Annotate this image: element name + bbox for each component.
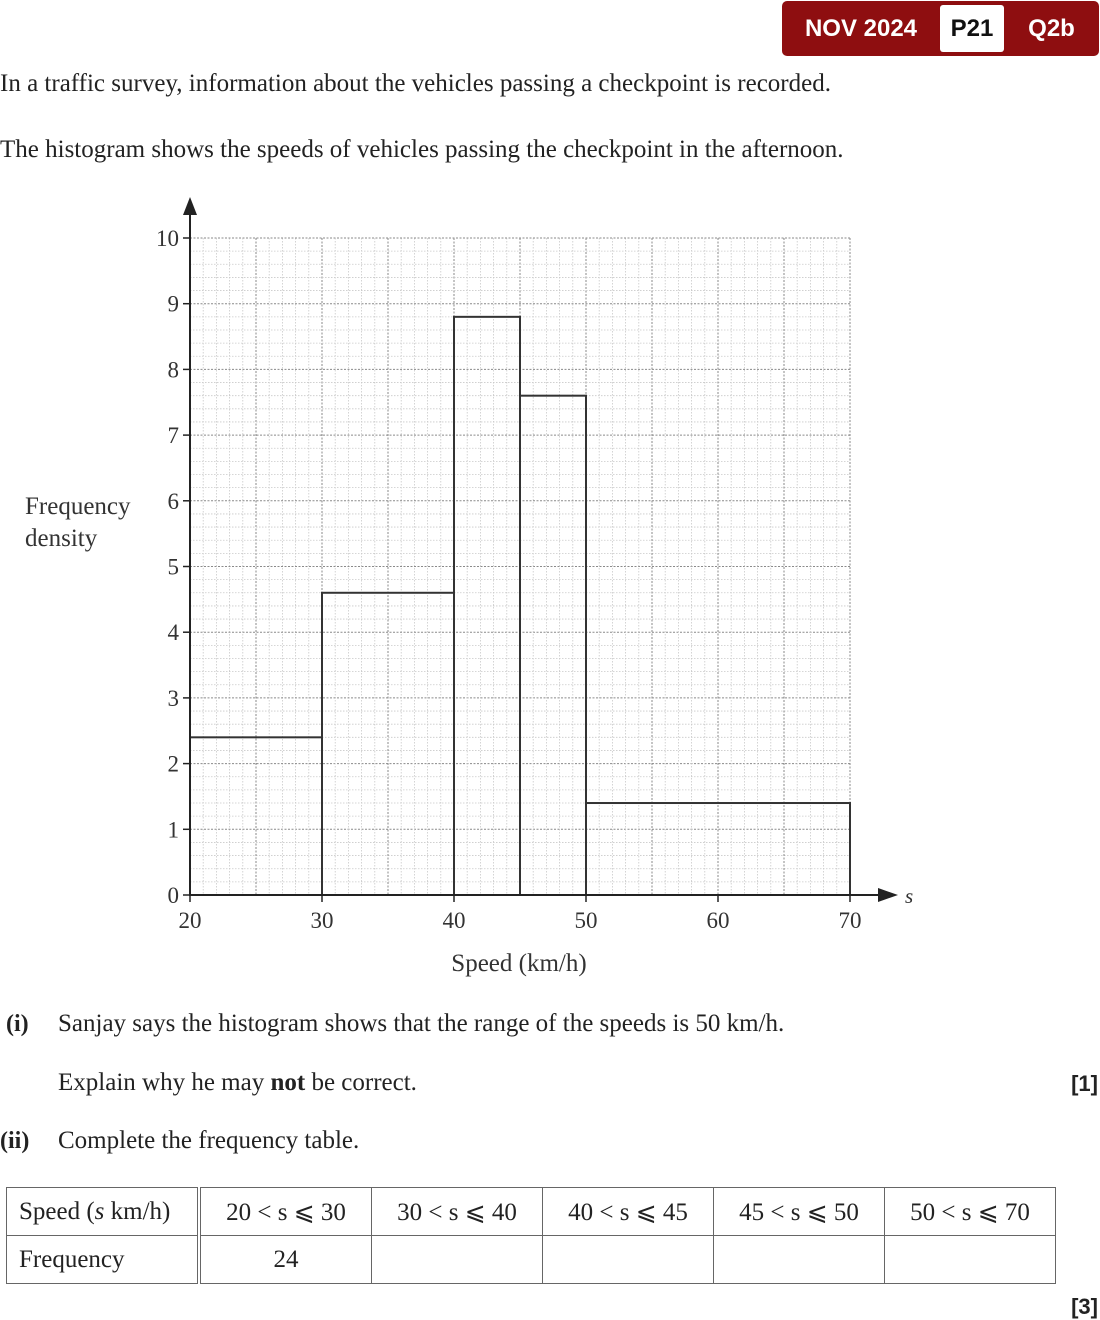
frequency-cell[interactable] <box>885 1236 1056 1284</box>
part-i-marks: [1] <box>1071 1071 1098 1096</box>
table-row-speed <box>7 1188 1056 1236</box>
x-axis-arrow-icon <box>878 888 898 902</box>
part-ii-marks: [3] <box>1071 1294 1098 1319</box>
y-tick-label: 10 <box>156 226 179 251</box>
x-tick-label: 40 <box>442 908 466 933</box>
frequency-header: Frequency <box>7 1236 200 1284</box>
interval-cell: 20 < s ⩽ 30 <box>199 1188 372 1236</box>
part-ii-text: Complete the frequency table. <box>58 1127 360 1154</box>
chart-labels <box>25 226 913 977</box>
x-tick-label: 30 <box>310 908 334 933</box>
part-i-label: (i) <box>6 1011 29 1037</box>
explain-pre: Explain why he may <box>58 1069 271 1096</box>
x-axis-symbol: s <box>905 884 914 908</box>
y-tick-label: 7 <box>167 423 179 449</box>
x-tick-label: 70 <box>838 908 862 933</box>
interval-cell: 45 < s ⩽ 50 <box>714 1188 885 1236</box>
part-i-text: Sanjay says the histogram shows that the range of the speeds is 50 km/h. <box>58 1010 785 1037</box>
y-axis-label-line1: Frequency <box>25 493 131 520</box>
y-tick-label: 8 <box>167 357 179 383</box>
intro-text-2: The histogram shows the speeds of vehicles passing the checkpoint in the afternoon. <box>0 136 844 163</box>
interval-cell: 40 < s ⩽ 45 <box>543 1188 714 1236</box>
table-row-frequency <box>7 1236 1056 1284</box>
interval-cell: 50 < s ⩽ 70 <box>885 1188 1056 1236</box>
chart-axes <box>183 197 898 902</box>
intro-text-1: In a traffic survey, information about the vehicles passing a checkpoint is recorded. <box>0 70 831 97</box>
histogram-chart <box>0 185 960 985</box>
frequency-cell[interactable] <box>372 1236 543 1284</box>
x-tick-label: 60 <box>706 908 730 933</box>
y-tick-label: 4 <box>167 620 179 646</box>
y-tick-label: 3 <box>167 685 179 711</box>
speed-header: Speed (s km/h) <box>7 1188 200 1236</box>
y-axis-label-line2: density <box>25 525 98 552</box>
y-tick-label: 5 <box>167 554 179 580</box>
frequency-cell[interactable]: 24 <box>199 1236 372 1284</box>
frequency-cell[interactable] <box>543 1236 714 1284</box>
frequency-cell[interactable] <box>714 1236 885 1284</box>
y-tick-label: 6 <box>167 488 179 514</box>
x-tick-label: 50 <box>574 908 598 933</box>
y-tick-label: 9 <box>167 291 179 317</box>
explain-bold: not <box>270 1069 306 1096</box>
badge-question: Q2b <box>1028 14 1075 42</box>
exam-badge <box>782 1 1099 56</box>
part-i-explain <box>58 1069 417 1097</box>
y-tick-label: 1 <box>167 817 179 843</box>
y-tick-label: 2 <box>167 751 179 777</box>
part-ii-label: (ii) <box>0 1128 30 1154</box>
interval-cell: 30 < s ⩽ 40 <box>372 1188 543 1236</box>
y-axis-arrow-icon <box>183 197 197 215</box>
badge-paper: P21 <box>940 5 1004 52</box>
x-axis-label: Speed (km/h) <box>451 950 587 977</box>
frequency-table <box>6 1187 1056 1284</box>
x-tick-label: 20 <box>178 908 202 933</box>
explain-post: be correct. <box>305 1069 417 1096</box>
y-tick-label: 0 <box>167 883 179 908</box>
badge-session: NOV 2024 <box>804 14 918 42</box>
